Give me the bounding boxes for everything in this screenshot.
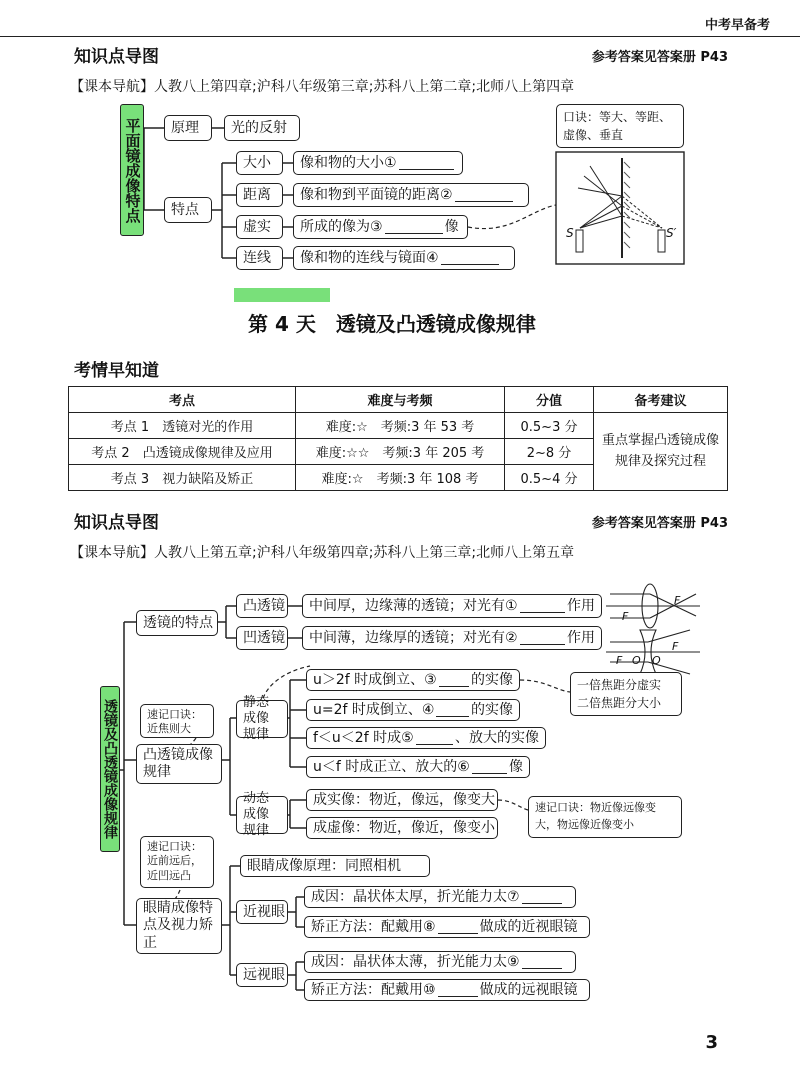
- exam-table-header: [69, 387, 728, 413]
- section2-title: 知识点导图: [74, 513, 159, 533]
- feature-distance-sentence: 像和物到平面镜的距离②: [300, 186, 453, 203]
- eye-principle: 眼睛成像原理：同照相机: [240, 855, 430, 877]
- far-fix-text: 矫正方法：配戴用⑩: [311, 981, 436, 998]
- imaging-label: 凸透镜成像规律: [136, 744, 222, 784]
- concave-lens-suffix: 作用: [567, 629, 595, 646]
- feature-real-virtual-sentence: 所成的像为③: [300, 218, 383, 235]
- blank-l2: [520, 631, 565, 645]
- near-fix-suffix: 做成的近视眼镜: [479, 918, 578, 935]
- feature-real-virtual-suffix: 像: [444, 218, 459, 235]
- convex-lens-sentence: 中间厚，边缘薄的透镜；对光有①: [309, 597, 518, 614]
- diagram-label-s: S: [566, 226, 574, 240]
- header-score: 分值: [505, 387, 594, 413]
- plane-mirror-root: 平面镜成像特点: [120, 104, 144, 236]
- convex-lens-suffix: 作用: [567, 597, 595, 614]
- section1-answer-ref: 参考答案见答案册 P43: [591, 50, 728, 65]
- static-row-2-suffix: 的实像: [471, 701, 513, 718]
- blank-4b: [436, 703, 469, 717]
- plane-mirror-diagram: [556, 152, 684, 264]
- convex-lens-diagram: [606, 584, 700, 628]
- eye-label: 眼睛成像特点及视力矫正: [136, 898, 222, 954]
- row2-freq: 难度:☆☆ 考频:3 年 205 考: [296, 439, 505, 465]
- row1-point: 考点 1 透镜对光的作用: [69, 413, 296, 439]
- section2-textbook-guide: 【课本导航】人教八上第五章;沪科八年级第四章;苏科八上第三章;北师八上第五章: [70, 545, 575, 561]
- blank-1: [399, 156, 454, 170]
- header-advice: 备考建议: [594, 387, 728, 413]
- feature-distance-label: 距离: [236, 183, 283, 207]
- exam-table: [68, 386, 728, 491]
- far-fix-suffix: 做成的远视眼镜: [479, 981, 578, 998]
- feature-line-text: [293, 246, 515, 270]
- table-row: [69, 413, 728, 439]
- lens-root: 透镜及凸透镜成像规律: [100, 686, 120, 852]
- static-row-4-text: u＜f 时成正立、放大的⑥: [313, 758, 470, 775]
- lens-features-label: 透镜的特点: [136, 610, 218, 636]
- static-row-4: [306, 756, 530, 778]
- near-fix: [304, 916, 590, 938]
- concave-lens-diagram: [606, 630, 700, 674]
- day-title-tab: [234, 288, 330, 302]
- row1-score: 0.5~3 分: [505, 413, 594, 439]
- blank-8: [438, 920, 478, 934]
- blank-10: [438, 983, 478, 997]
- section1-textbook-guide: 【课本导航】人教八上第四章;沪科八年级第三章;苏科八上第二章;北师八上第四章: [70, 79, 575, 95]
- concave-origin-right: O: [652, 654, 661, 667]
- convex-focus-left: F: [622, 610, 629, 623]
- row1-freq: 难度:☆ 考频:3 年 53 考: [296, 413, 505, 439]
- blank-2: [455, 188, 513, 202]
- near-cause: [304, 886, 576, 908]
- near-sighted-label: 近视眼: [236, 900, 288, 924]
- blank-4: [441, 251, 499, 265]
- convex-lens-text: [302, 594, 602, 618]
- concave-focus-left: F: [616, 654, 623, 667]
- near-fix-text: 矫正方法：配戴用⑧: [311, 918, 436, 935]
- feature-size-sentence: 像和物的大小①: [300, 154, 397, 171]
- static-row-3: [306, 727, 546, 749]
- far-fix: [304, 979, 590, 1001]
- feature-line-sentence: 像和物的连线与镜面④: [300, 249, 439, 266]
- static-row-2-text: u=2f 时成倒立、④: [313, 701, 435, 718]
- plane-mirror-mnemonic: 口诀：等大、等距、虚像、垂直: [556, 104, 684, 148]
- feature-size-text: [293, 151, 463, 175]
- blank-6: [472, 760, 507, 774]
- blank-5: [416, 731, 453, 745]
- dynamic-mnemonic: 速记口诀：物近像远像变大，物远像近像变小: [528, 796, 682, 838]
- feature-line-label: 连线: [236, 246, 283, 270]
- page-number: 3: [705, 1032, 718, 1053]
- far-cause-text: 成因：晶状体太薄，折光能力太⑨: [311, 953, 520, 970]
- header-freq: 难度与考频: [296, 387, 505, 413]
- feature-real-virtual-label: 虚实: [236, 215, 283, 239]
- day-title: 第 4 天 透镜及凸透镜成像规律: [248, 312, 536, 336]
- static-row-1-suffix: 的实像: [471, 671, 513, 688]
- eye-mnemonic: 速记口诀：近前远后，近凹远凸: [140, 836, 214, 888]
- exam-advice: 重点掌握凸透镜成像规律及探究过程: [594, 413, 728, 491]
- dynamic-row-real: 成实像：物近，像远，像变大: [306, 789, 498, 811]
- focal-length-tip: 一倍焦距分虚实 二倍焦距分大小: [570, 672, 682, 716]
- static-row-2: [306, 699, 520, 721]
- exam-section-title: 考情早知道: [74, 361, 159, 381]
- principle-value: 光的反射: [224, 115, 300, 141]
- concave-lens-sentence: 中间薄，边缘厚的透镜；对光有②: [309, 629, 518, 646]
- blank-l1: [520, 599, 565, 613]
- blank-3: [385, 220, 443, 234]
- principle-label: 原理: [164, 115, 212, 141]
- diagram-label-s-prime: S′: [666, 226, 677, 240]
- page-header-label: 中考早备考: [704, 18, 770, 33]
- blank-3b: [439, 673, 469, 687]
- feature-distance-text: [293, 183, 529, 207]
- row3-score: 0.5~4 分: [505, 465, 594, 491]
- section2-answer-ref: 参考答案见答案册 P43: [591, 516, 728, 531]
- concave-lens-label: 凹透镜: [236, 626, 288, 650]
- static-row-1: [306, 669, 520, 691]
- static-row-4-suffix: 像: [509, 758, 523, 775]
- convex-lens-label: 凸透镜: [236, 594, 288, 618]
- convex-focus-right: F: [674, 594, 681, 607]
- row3-point: 考点 3 视力缺陷及矫正: [69, 465, 296, 491]
- dynamic-imaging-label: 动态成像规律: [236, 796, 288, 834]
- concave-focus-right: F: [672, 640, 679, 653]
- static-row-1-text: u＞2f 时成倒立、③: [313, 671, 437, 688]
- section1-title: 知识点导图: [74, 47, 159, 67]
- header-point: 考点: [69, 387, 296, 413]
- imaging-mnemonic: 速记口诀：近焦则大: [140, 704, 214, 738]
- dynamic-row-virtual: 成虚像：物近，像近，像变小: [306, 817, 498, 839]
- far-sighted-label: 远视眼: [236, 963, 288, 987]
- concave-origin-left: O: [632, 654, 641, 667]
- static-row-3-suffix: 、放大的实像: [455, 729, 539, 746]
- feature-real-virtual-text: [293, 215, 468, 239]
- feature-size-label: 大小: [236, 151, 283, 175]
- row2-point: 考点 2 凸透镜成像规律及应用: [69, 439, 296, 465]
- row2-score: 2~8 分: [505, 439, 594, 465]
- blank-7: [522, 890, 562, 904]
- blank-9: [522, 955, 562, 969]
- static-row-3-text: f＜u＜2f 时成⑤: [313, 729, 414, 746]
- static-imaging-label: 静态成像规律: [236, 700, 288, 738]
- far-cause: [304, 951, 576, 973]
- near-cause-text: 成因：晶状体太厚，折光能力太⑦: [311, 888, 520, 905]
- features-label: 特点: [164, 197, 212, 223]
- header-rule: [0, 36, 800, 37]
- concave-lens-text: [302, 626, 602, 650]
- row3-freq: 难度:☆ 考频:3 年 108 考: [296, 465, 505, 491]
